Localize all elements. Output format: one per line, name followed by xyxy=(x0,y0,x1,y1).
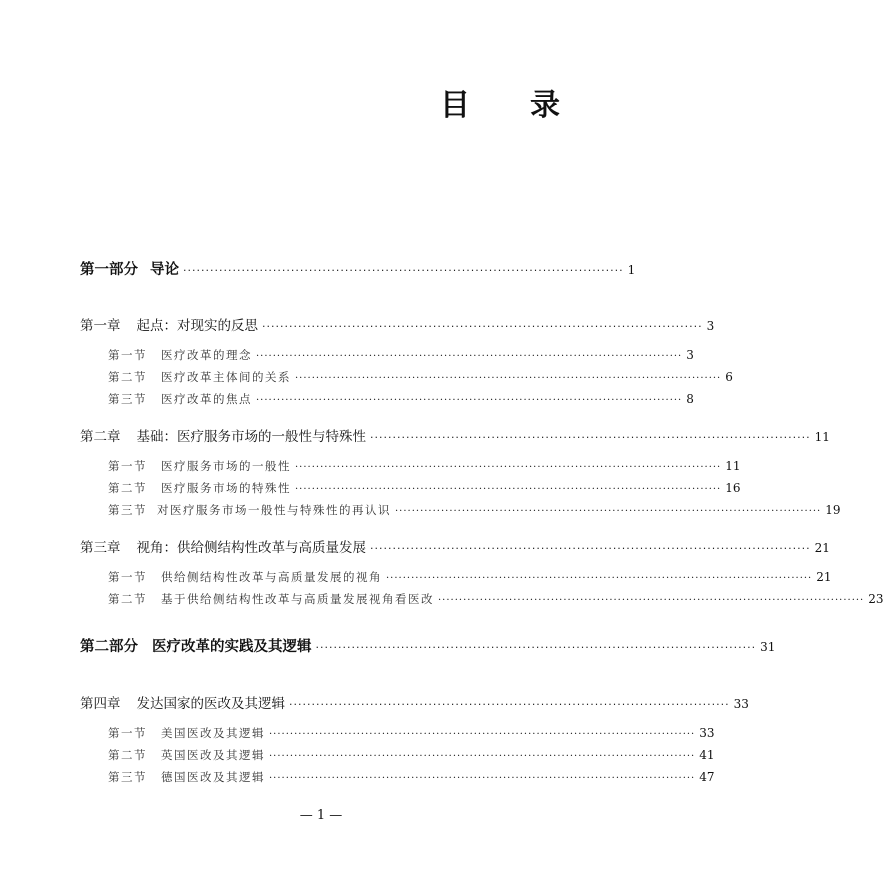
toc-number: 第二节 xyxy=(108,748,147,762)
toc-section-1-3[interactable] xyxy=(108,391,694,407)
dot-leader: ·································································································· xyxy=(262,320,703,333)
toc-section-2-2[interactable] xyxy=(108,480,741,496)
dot-leader: ·································································································· xyxy=(370,431,811,444)
toc-page-number: 8 xyxy=(686,392,694,406)
title-char-right: 录 xyxy=(530,88,560,123)
toc-number: 第二节 xyxy=(108,481,147,495)
toc-chapter-2[interactable] xyxy=(80,425,830,445)
toc-page-number: 31 xyxy=(760,640,776,654)
toc-title: 视角：供给侧结构性改革与高质量发展 xyxy=(136,540,366,556)
toc-page-number: 3 xyxy=(706,319,715,333)
toc-number: 第二章 xyxy=(80,429,121,445)
toc-number: 第一节 xyxy=(108,459,147,473)
dot-leader: ······································································································ xyxy=(256,395,683,406)
toc-page-number: 21 xyxy=(814,541,830,555)
toc-number: 第二节 xyxy=(108,370,147,384)
page-title xyxy=(440,82,560,122)
toc-page-number: 33 xyxy=(733,697,749,711)
toc-title: 医疗服务市场的一般性 xyxy=(161,459,291,473)
toc-number: 第三章 xyxy=(80,540,121,556)
toc-section-1-1[interactable] xyxy=(108,347,694,363)
dot-leader: ······································································································ xyxy=(386,573,813,584)
dot-leader: ·································································································· xyxy=(370,542,811,555)
toc-title: 英国医改及其逻辑 xyxy=(161,748,265,762)
toc-title: 医疗服务市场的特殊性 xyxy=(161,481,291,495)
toc-number: 第二部分 xyxy=(80,639,138,655)
toc-number: 第一节 xyxy=(108,726,147,740)
toc-title: 起点：对现实的反思 xyxy=(136,318,258,334)
toc-title: 基于供给侧结构性改革与高质量发展视角看医改 xyxy=(161,592,434,606)
toc-title: 发达国家的医改及其逻辑 xyxy=(136,696,285,712)
toc-page-number: 16 xyxy=(725,481,741,495)
toc-section-4-3[interactable] xyxy=(108,769,715,785)
dot-leader: ······································································································ xyxy=(438,595,865,606)
toc-title: 医疗改革的理念 xyxy=(161,348,252,362)
toc-page-number: 3 xyxy=(686,348,694,362)
toc-page-number: 23 xyxy=(868,592,884,606)
toc-title: 供给侧结构性改革与高质量发展的视角 xyxy=(161,570,382,584)
toc-part-1[interactable] xyxy=(80,258,636,279)
title-char-left: 目 xyxy=(440,88,470,123)
toc-part-2[interactable] xyxy=(80,635,776,656)
toc-section-4-1[interactable] xyxy=(108,725,715,741)
toc-page-number: 1 xyxy=(627,263,636,277)
toc-number: 第三节 xyxy=(108,503,147,517)
dot-leader: ·································································································· xyxy=(183,264,624,277)
toc-title: 对医疗服务市场一般性与特殊性的再认识 xyxy=(157,503,391,517)
toc-chapter-1[interactable] xyxy=(80,314,715,334)
dot-leader: ······································································································ xyxy=(395,506,822,517)
toc-page-number: 11 xyxy=(814,430,830,444)
dot-leader: ······································································································ xyxy=(269,773,696,784)
toc-number: 第一部分 xyxy=(80,262,138,278)
toc-title: 美国医改及其逻辑 xyxy=(161,726,265,740)
toc-page-number: 21 xyxy=(816,570,832,584)
toc-section-3-2[interactable] xyxy=(108,591,884,607)
toc-number: 第二节 xyxy=(108,592,147,606)
toc-number: 第三节 xyxy=(108,392,147,406)
toc-title: 德国医改及其逻辑 xyxy=(161,770,265,784)
toc-page-number: 11 xyxy=(725,459,741,473)
toc-number: 第一章 xyxy=(80,318,121,334)
toc-page-number: 19 xyxy=(825,503,841,517)
toc-chapter-4[interactable] xyxy=(80,692,749,712)
toc-title: 医疗改革主体间的关系 xyxy=(161,370,291,384)
toc-page-number: 33 xyxy=(699,726,715,740)
page-footer: — 1 — xyxy=(299,808,343,823)
toc-page-number: 6 xyxy=(725,370,733,384)
toc-title: 医疗改革的焦点 xyxy=(161,392,252,406)
toc-number: 第一节 xyxy=(108,570,147,584)
dot-leader: ······································································································ xyxy=(295,484,722,495)
toc-number: 第一节 xyxy=(108,348,147,362)
toc-chapter-3[interactable] xyxy=(80,536,830,556)
dot-leader: ······································································································ xyxy=(295,373,722,384)
toc-title: 医疗改革的实践及其逻辑 xyxy=(152,639,312,655)
toc-section-2-1[interactable] xyxy=(108,458,741,474)
toc-title: 导论 xyxy=(150,262,179,278)
dot-leader: ·································································································· xyxy=(289,698,730,711)
toc-number: 第四章 xyxy=(80,696,121,712)
toc-page-number: 41 xyxy=(699,748,715,762)
toc-title: 基础：医疗服务市场的一般性与特殊性 xyxy=(136,429,366,445)
dot-leader: ······································································································ xyxy=(269,751,696,762)
toc-page-number: 47 xyxy=(699,770,715,784)
toc-section-1-2[interactable] xyxy=(108,369,733,385)
toc-number: 第三节 xyxy=(108,770,147,784)
dot-leader: ······································································································ xyxy=(256,351,683,362)
toc-section-4-2[interactable] xyxy=(108,747,715,763)
dot-leader: ·································································································· xyxy=(315,641,757,654)
dot-leader: ······································································································ xyxy=(295,462,722,473)
dot-leader: ······································································································ xyxy=(269,729,696,740)
toc-section-2-3[interactable] xyxy=(108,502,841,518)
toc-section-3-1[interactable] xyxy=(108,569,832,585)
